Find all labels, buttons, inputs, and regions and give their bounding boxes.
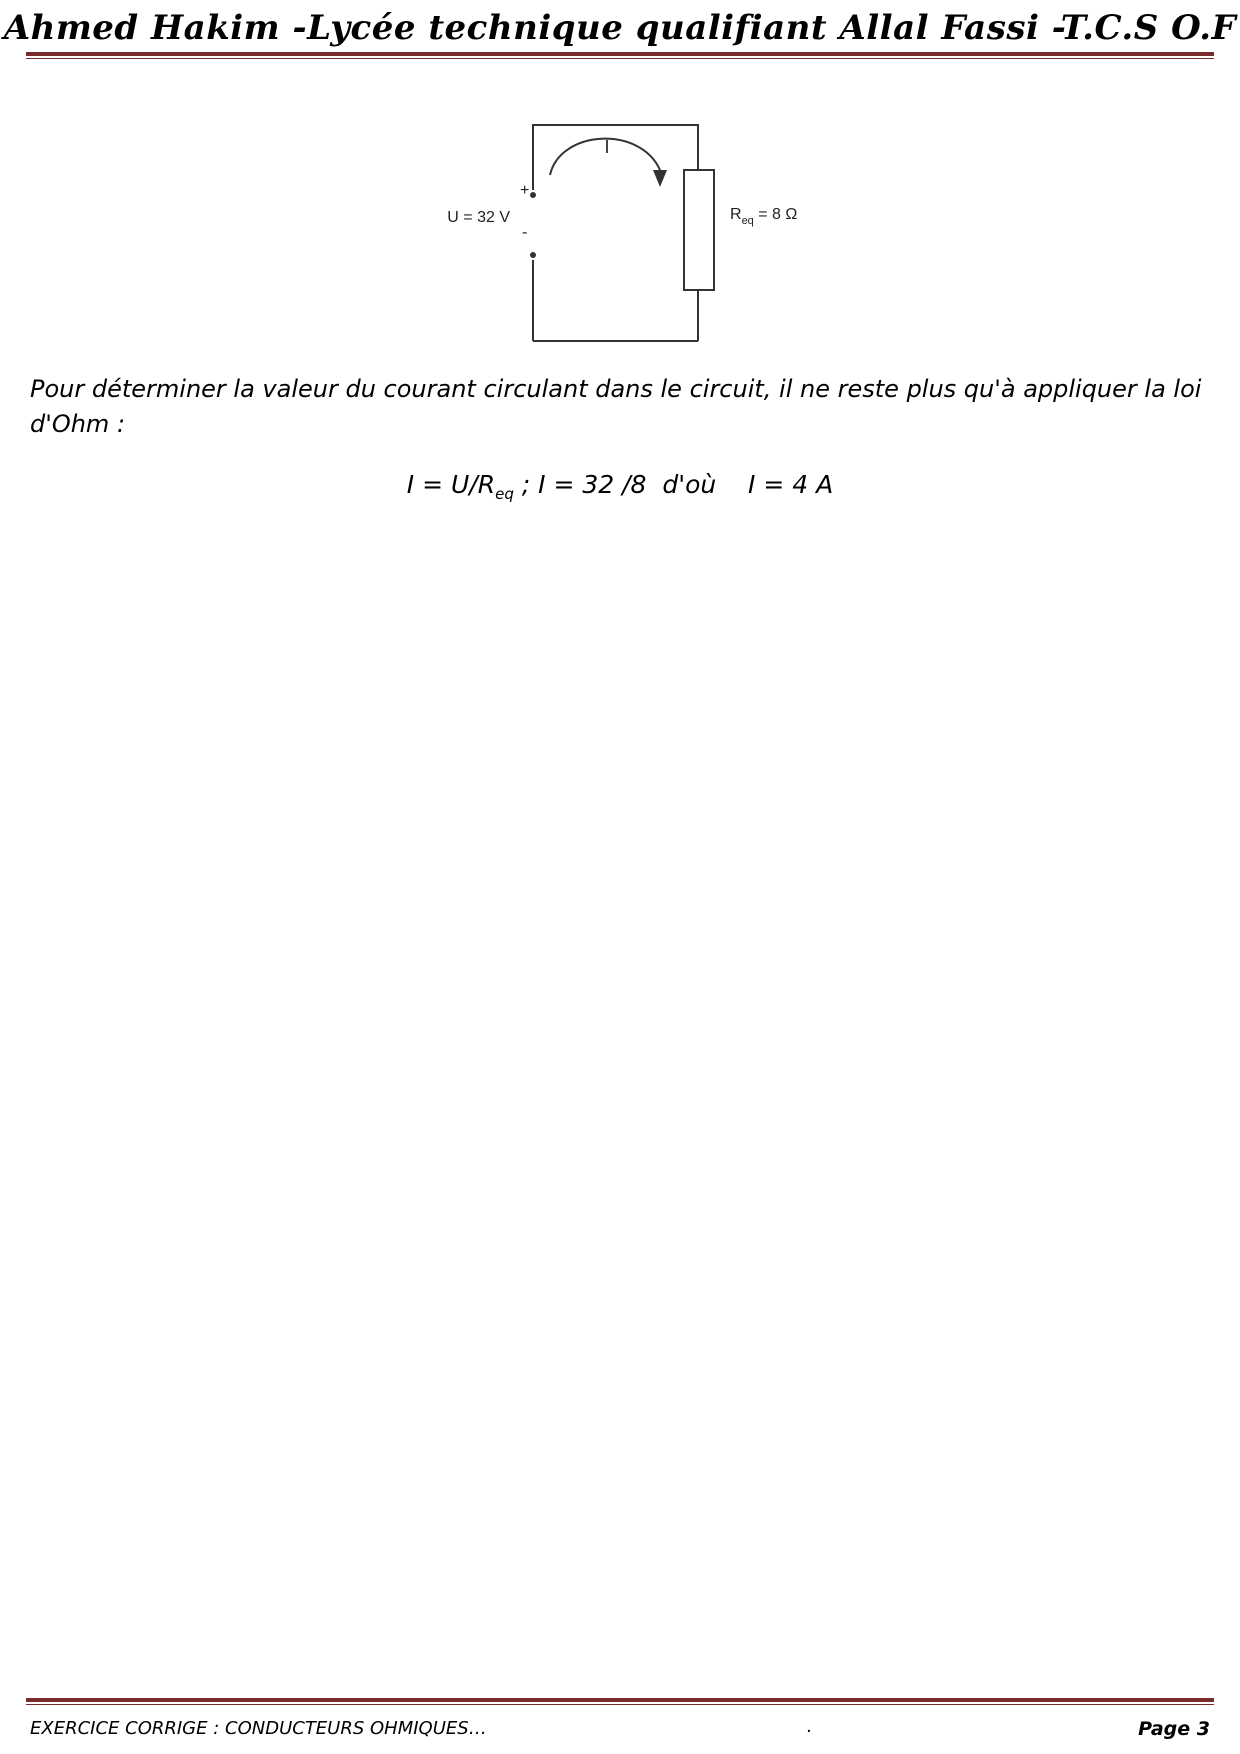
formula-subscript: eq xyxy=(495,485,514,503)
footer-rule-thick xyxy=(26,1698,1214,1702)
body-paragraph: Pour déterminer la valeur du courant circulant dans le circuit, il ne reste plus qu'à appliquer la loi d'Ohm : xyxy=(30,375,1202,438)
formula-part1: I = U/R xyxy=(406,470,496,499)
page-header-title: Ahmed Hakim -Lycée technique qualifiant Allal Fassi -T.C.S O.F xyxy=(3,8,1237,48)
terminal-plus xyxy=(530,192,536,198)
plus-sign: + xyxy=(520,182,530,199)
circuit-diagram xyxy=(420,115,830,355)
current-arrow-head xyxy=(653,170,667,187)
minus-sign: - xyxy=(522,224,528,241)
footer-left-text: EXERCICE CORRIGE : CONDUCTEURS OHMIQUES… xyxy=(30,1718,487,1739)
footer-rule-thin xyxy=(26,1704,1214,1705)
resistor-label xyxy=(730,206,797,227)
voltage-label: U = 32 V xyxy=(447,209,510,226)
footer-middle-text: . xyxy=(806,1716,812,1737)
header-rule-thin xyxy=(26,58,1214,59)
resistor-symbol xyxy=(684,170,714,290)
current-label: I xyxy=(604,137,610,157)
formula-part2: ; I = 32 /8 d'où I = 4 A xyxy=(513,470,834,499)
resistor-label-main: R xyxy=(730,206,742,223)
resistor-label-sub: eq xyxy=(741,215,754,227)
page-number: Page 3 xyxy=(1138,1718,1210,1740)
ohm-law-formula xyxy=(0,470,1240,503)
resistor-label-value: = 8 Ω xyxy=(753,206,798,223)
header-rule-thick xyxy=(26,52,1214,56)
terminal-minus xyxy=(530,252,536,258)
